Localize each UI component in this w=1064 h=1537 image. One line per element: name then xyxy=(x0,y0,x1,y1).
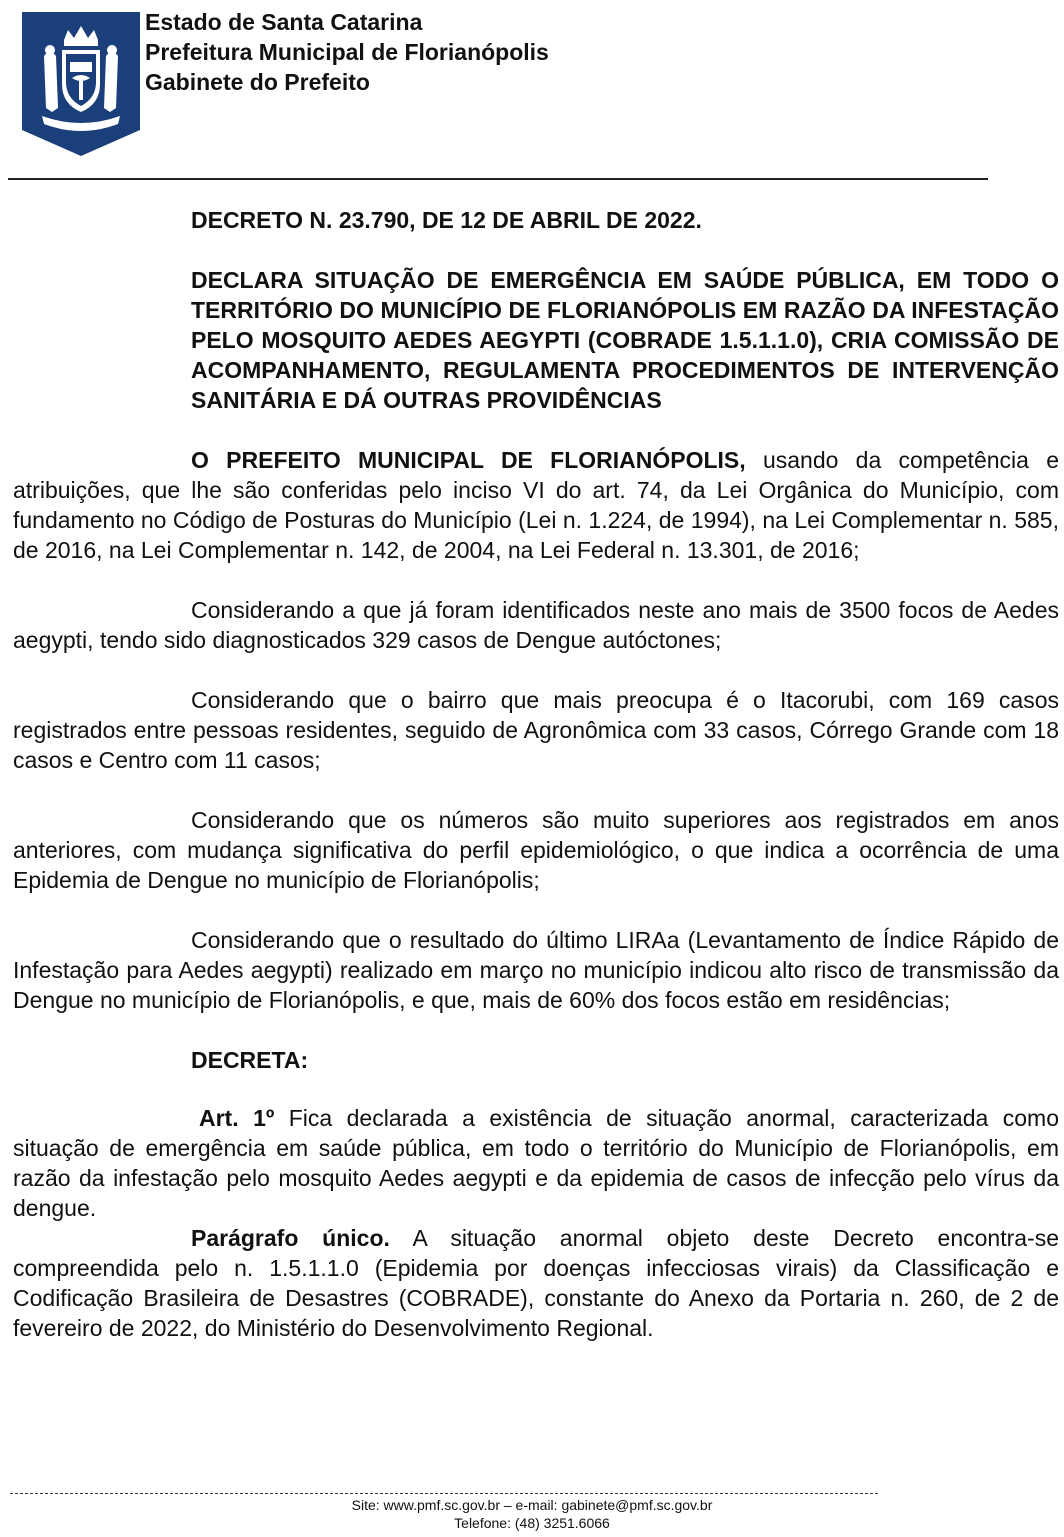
coat-of-arms-icon xyxy=(22,12,140,156)
letterhead xyxy=(0,0,1064,180)
preamble xyxy=(13,445,1059,565)
considerando-1: Considerando a que já foram identificados neste ano mais de 3500 focos de Aedes aegypti, tendo sido diagnosticados 329 casos de Dengue autóctones; xyxy=(13,597,1059,653)
ementa-text: DECLARA SITUAÇÃO DE EMERGÊNCIA EM SAÚDE PÚBLICA, EM TODO O TERRITÓRIO DO MUNICÍPIO DE FLORIANÓPOLIS EM RAZÃO DA INFESTAÇÃO PELO MOSQUITO AEDES AEGYPTI (COBRADE 1.5.1.1.0), CRIA COMISSÃO DE ACOMPANHAMENTO, REGULAMENTA PROCEDIMENTOS DE INTERVENÇÃO SANITÁRIA E DÁ OUTRAS PROVIDÊNCIAS xyxy=(191,267,1059,413)
paragrafo-unico xyxy=(13,1223,1059,1343)
preamble-text: usando da competência e atribuições, que lhe são conferidas pelo inciso VI do art. 74, da Lei Orgânica do Município, com fundamento no Código de Posturas do Município (Lei n. 1.224, de 1994), na Lei Complementar n. 585, de 2016, na Lei Complementar n. 142, de 2004, na Lei Federal n. 13.301, de 2016; xyxy=(13,447,1059,563)
footer-divider xyxy=(10,1493,878,1494)
paragrafo-unico-text: A situação anormal objeto deste Decreto encontra-se compreendida pelo n. 1.5.1.1.0 (Epidemia por doenças infecciosas virais) da Classificação e Codificação Brasileira de Desastres (COBRADE), constante do Anexo da Portaria n. 260, de 2 de fevereiro de 2022, do Ministério do Desenvolvimento Regional. xyxy=(13,1225,1060,1341)
office-name: Gabinete do Prefeito xyxy=(145,69,370,95)
article-1-label: Art. 1º xyxy=(199,1105,275,1131)
header-divider xyxy=(8,178,988,180)
decree-body xyxy=(13,205,1059,1343)
footer xyxy=(0,1496,1064,1532)
article-1 xyxy=(13,1103,1059,1223)
article-1-text: Fica declarada a existência de situação anormal, caracterizada como situação de emergência em saúde pública, em todo o território do Município de Florianópolis, em razão da infestação pelo mosquito Aedes aegypti e da epidemia de casos de infecção pelo vírus da dengue. xyxy=(13,1105,1059,1221)
preamble-bold: O PREFEITO MUNICIPAL DE FLORIANÓPOLIS, xyxy=(191,447,746,473)
considerando-3: Considerando que os números são muito superiores aos registrados em anos anteriores, com mudança significativa do perfil epidemiológico, o que indica a ocorrência de uma Epidemia de Dengue no município de Florianópolis; xyxy=(13,807,1059,893)
state-name: Estado de Santa Catarina xyxy=(145,9,423,35)
paragrafo-unico-label: Parágrafo único. xyxy=(191,1225,390,1251)
considerando-2: Considerando que o bairro que mais preocupa é o Itacorubi, com 169 casos registrados entre pessoas residentes, seguido de Agronômica com 33 casos, Córrego Grande com 18 casos e Centro com 11 casos; xyxy=(13,687,1059,773)
considerando-4: Considerando que o resultado do último LIRAa (Levantamento de Índice Rápido de Infestação para Aedes aegypti) realizado em março no município indicou alto risco de transmissão da Dengue no município de Florianópolis, e que, mais de 60% dos focos estão em residências; xyxy=(13,927,1059,1013)
letterhead-text xyxy=(145,7,549,97)
decree-title: DECRETO N. 23.790, DE 12 DE ABRIL DE 2022. xyxy=(191,207,702,233)
decreta-heading: DECRETA: xyxy=(191,1047,309,1073)
decree-ementa xyxy=(191,265,1059,415)
city-hall-name: Prefeitura Municipal de Florianópolis xyxy=(145,39,549,65)
footer-contact: Site: www.pmf.sc.gov.br – e-mail: gabinete@pmf.sc.gov.br xyxy=(351,1497,713,1513)
footer-phone: Telefone: (48) 3251.6066 xyxy=(454,1515,610,1531)
